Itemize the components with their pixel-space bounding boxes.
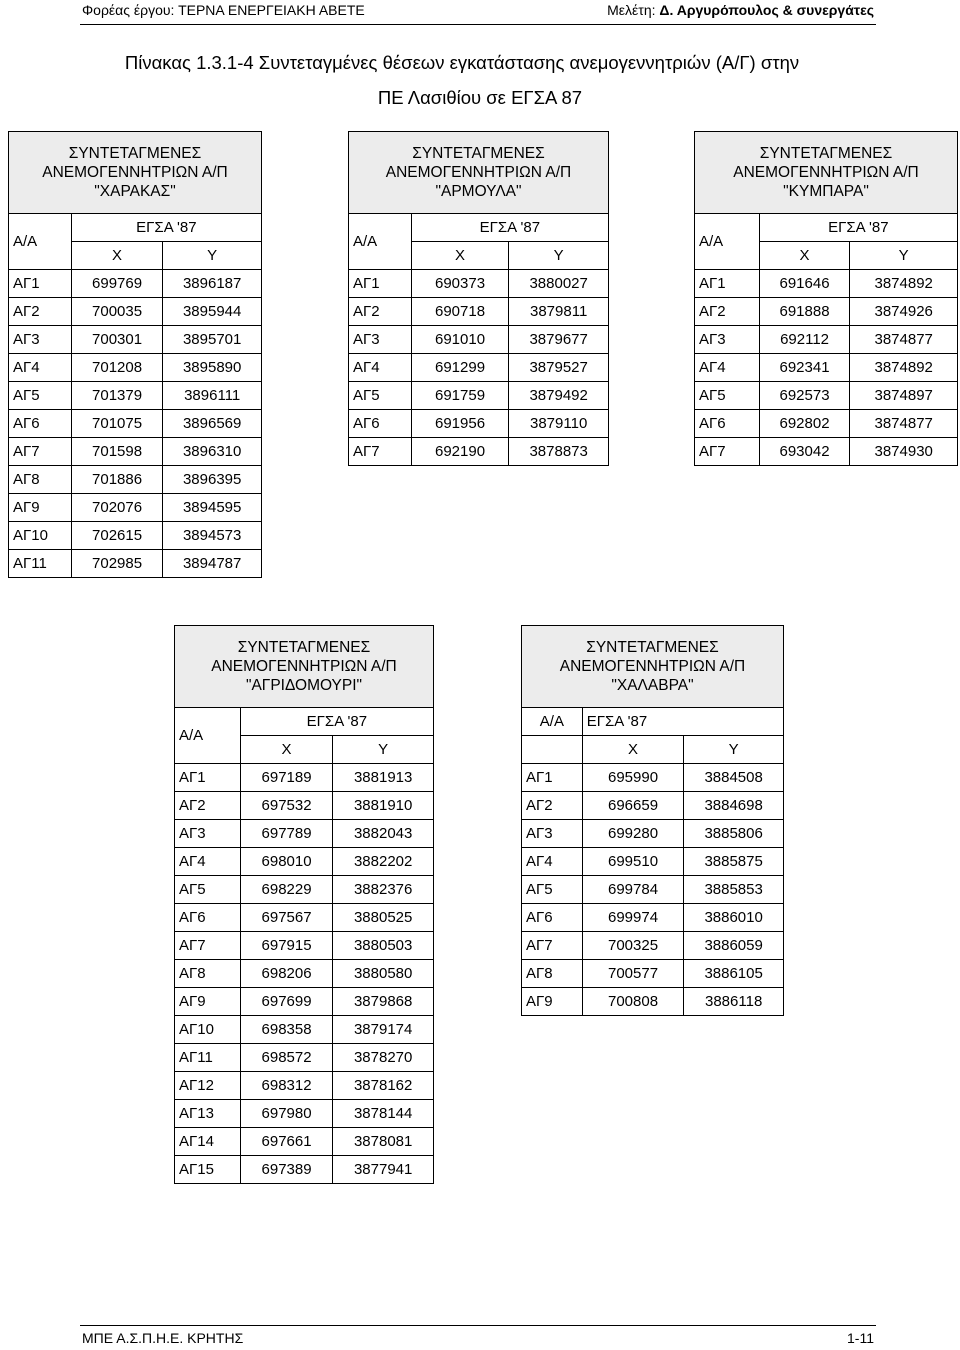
y-coord-cell: 3886010 (684, 904, 784, 932)
x-coord-cell: 697915 (240, 932, 333, 960)
table-row (175, 1156, 434, 1184)
x-coord-cell: 692341 (759, 354, 850, 382)
y-coord-cell: 3878081 (333, 1128, 434, 1156)
y-coord-cell: 3894595 (163, 494, 262, 522)
y-coord-cell: 3884508 (684, 764, 784, 792)
table-row (175, 1128, 434, 1156)
y-coord-cell: 3886105 (684, 960, 784, 988)
table-row (522, 848, 784, 876)
x-coord-cell: 702076 (71, 494, 163, 522)
col-header-aa: Α/Α (175, 708, 241, 764)
table-row (175, 764, 434, 792)
x-coord-cell: 700325 (582, 932, 684, 960)
col-header-y: Υ (684, 736, 784, 764)
y-coord-cell: 3882376 (333, 876, 434, 904)
turbine-id-cell: ΑΓ7 (349, 438, 412, 466)
y-coord-cell: 3885853 (684, 876, 784, 904)
col-header-y: Υ (850, 242, 958, 270)
col-header-aa: Α/Α (9, 214, 72, 270)
col-header-y: Υ (333, 736, 434, 764)
table-row (522, 764, 784, 792)
y-coord-cell: 3880503 (333, 932, 434, 960)
y-coord-cell: 3882202 (333, 848, 434, 876)
table-row (9, 326, 262, 354)
table-row (9, 410, 262, 438)
table-row (175, 960, 434, 988)
x-coord-cell: 691299 (411, 354, 509, 382)
turbine-id-cell: ΑΓ13 (175, 1100, 241, 1128)
x-coord-cell: 692802 (759, 410, 850, 438)
coords-table-agridomouri (174, 625, 434, 1184)
x-coord-cell: 701379 (71, 382, 163, 410)
y-coord-cell: 3874926 (850, 298, 958, 326)
y-coord-cell: 3896187 (163, 270, 262, 298)
turbine-id-cell: ΑΓ8 (522, 960, 583, 988)
y-coord-cell: 3886059 (684, 932, 784, 960)
x-coord-cell: 699510 (582, 848, 684, 876)
col-header-x: Χ (759, 242, 850, 270)
y-coord-cell: 3878144 (333, 1100, 434, 1128)
x-coord-cell: 691956 (411, 410, 509, 438)
turbine-id-cell: ΑΓ9 (9, 494, 72, 522)
y-coord-cell: 3874892 (850, 354, 958, 382)
table-title: ΣΥΝΤΕΤΑΓΜΕΝΕΣ ΑΝΕΜΟΓΕΝΝΗΤΡΙΩΝ Α/Π "ΑΡΜΟΥΛΑ" (349, 132, 609, 214)
turbine-id-cell: ΑΓ4 (349, 354, 412, 382)
x-coord-cell: 697532 (240, 792, 333, 820)
x-coord-cell: 697189 (240, 764, 333, 792)
y-coord-cell: 3895944 (163, 298, 262, 326)
y-coord-cell: 3894573 (163, 522, 262, 550)
col-header-aa: Α/Α (695, 214, 760, 270)
turbine-id-cell: ΑΓ11 (9, 550, 72, 578)
y-coord-cell: 3879174 (333, 1016, 434, 1044)
table-row (522, 988, 784, 1016)
x-coord-cell: 697389 (240, 1156, 333, 1184)
header-rule (80, 24, 876, 25)
turbine-id-cell: ΑΓ6 (349, 410, 412, 438)
y-coord-cell: 3879677 (509, 326, 609, 354)
x-coord-cell: 698312 (240, 1072, 333, 1100)
table-row (175, 820, 434, 848)
turbine-id-cell: ΑΓ3 (9, 326, 72, 354)
x-coord-cell: 698572 (240, 1044, 333, 1072)
x-coord-cell: 702615 (71, 522, 163, 550)
table-row (695, 354, 958, 382)
table-row (175, 1044, 434, 1072)
table-row (175, 1072, 434, 1100)
turbine-id-cell: ΑΓ7 (175, 932, 241, 960)
x-coord-cell: 692190 (411, 438, 509, 466)
turbine-id-cell: ΑΓ10 (9, 522, 72, 550)
turbine-id-cell: ΑΓ1 (349, 270, 412, 298)
table-row (522, 904, 784, 932)
turbine-id-cell: ΑΓ2 (175, 792, 241, 820)
x-coord-cell: 699974 (582, 904, 684, 932)
table-row (349, 270, 609, 298)
col-header-x: Χ (71, 242, 163, 270)
y-coord-cell: 3885806 (684, 820, 784, 848)
turbine-id-cell: ΑΓ3 (175, 820, 241, 848)
table-row (695, 270, 958, 298)
turbine-id-cell: ΑΓ9 (522, 988, 583, 1016)
x-coord-cell: 697661 (240, 1128, 333, 1156)
table-row (522, 820, 784, 848)
x-coord-cell: 700301 (71, 326, 163, 354)
table-row (9, 382, 262, 410)
col-header-egsa: ΕΓΣΑ '87 (582, 708, 783, 736)
turbine-id-cell: ΑΓ3 (349, 326, 412, 354)
turbine-id-cell: ΑΓ12 (175, 1072, 241, 1100)
y-coord-cell: 3896310 (163, 438, 262, 466)
col-header-egsa: ΕΓΣΑ '87 (759, 214, 957, 242)
table-row (9, 438, 262, 466)
y-coord-cell: 3874877 (850, 326, 958, 354)
x-coord-cell: 701075 (71, 410, 163, 438)
table-row (349, 410, 609, 438)
table-title: ΣΥΝΤΕΤΑΓΜΕΝΕΣ ΑΝΕΜΟΓΕΝΝΗΤΡΙΩΝ Α/Π "ΧΑΡΑΚΑΣ" (9, 132, 262, 214)
table-row (695, 326, 958, 354)
header-organization: Φορέας έργου: ΤΕΡΝΑ ΕΝΕΡΓΕΙΑΚΗ ΑΒΕΤΕ (82, 2, 365, 18)
col-header-aa: Α/Α (349, 214, 412, 270)
turbine-id-cell: ΑΓ8 (9, 466, 72, 494)
turbine-id-cell: ΑΓ3 (522, 820, 583, 848)
table-row (695, 298, 958, 326)
turbine-id-cell: ΑΓ1 (695, 270, 760, 298)
x-coord-cell: 701208 (71, 354, 163, 382)
y-coord-cell: 3881910 (333, 792, 434, 820)
turbine-id-cell: ΑΓ6 (175, 904, 241, 932)
table-row (349, 354, 609, 382)
footer-document: ΜΠΕ Α.Σ.Π.Η.Ε. ΚΡΗΤΗΣ (82, 1330, 244, 1346)
table-row (349, 438, 609, 466)
turbine-id-cell: ΑΓ11 (175, 1044, 241, 1072)
table-row (9, 354, 262, 382)
col-header-egsa: ΕΓΣΑ '87 (71, 214, 261, 242)
table-row (9, 270, 262, 298)
table-row (522, 876, 784, 904)
y-coord-cell: 3877941 (333, 1156, 434, 1184)
y-coord-cell: 3884698 (684, 792, 784, 820)
turbine-id-cell: ΑΓ2 (695, 298, 760, 326)
y-coord-cell: 3880027 (509, 270, 609, 298)
turbine-id-cell: ΑΓ15 (175, 1156, 241, 1184)
table-title: ΣΥΝΤΕΤΑΓΜΕΝΕΣ ΑΝΕΜΟΓΕΝΝΗΤΡΙΩΝ Α/Π "ΚΥΜΠΑΡΑ" (695, 132, 958, 214)
table-row (349, 382, 609, 410)
turbine-id-cell: ΑΓ1 (175, 764, 241, 792)
header-study (607, 2, 874, 18)
y-coord-cell: 3880525 (333, 904, 434, 932)
y-coord-cell: 3882043 (333, 820, 434, 848)
table-row (522, 932, 784, 960)
table-row (175, 792, 434, 820)
turbine-id-cell: ΑΓ4 (9, 354, 72, 382)
table-row (522, 960, 784, 988)
y-coord-cell: 3885875 (684, 848, 784, 876)
y-coord-cell: 3878873 (509, 438, 609, 466)
col-header-egsa: ΕΓΣΑ '87 (411, 214, 608, 242)
coords-table-charakas (8, 131, 262, 578)
table-row (349, 298, 609, 326)
turbine-id-cell: ΑΓ6 (9, 410, 72, 438)
x-coord-cell: 697980 (240, 1100, 333, 1128)
y-coord-cell: 3896395 (163, 466, 262, 494)
coords-table-kympara (694, 131, 958, 466)
x-coord-cell: 702985 (71, 550, 163, 578)
y-coord-cell: 3894787 (163, 550, 262, 578)
col-header-y: Υ (163, 242, 262, 270)
x-coord-cell: 701886 (71, 466, 163, 494)
turbine-id-cell: ΑΓ4 (175, 848, 241, 876)
turbine-id-cell: ΑΓ14 (175, 1128, 241, 1156)
footer-page-number: 1-11 (847, 1330, 874, 1346)
x-coord-cell: 691010 (411, 326, 509, 354)
x-coord-cell: 699769 (71, 270, 163, 298)
x-coord-cell: 700808 (582, 988, 684, 1016)
col-header-aa: Α/Α (522, 708, 583, 736)
x-coord-cell: 699280 (582, 820, 684, 848)
y-coord-cell: 3896111 (163, 382, 262, 410)
col-header-x: Χ (411, 242, 509, 270)
table-row (9, 550, 262, 578)
x-coord-cell: 698358 (240, 1016, 333, 1044)
x-coord-cell: 697699 (240, 988, 333, 1016)
turbine-id-cell: ΑΓ1 (522, 764, 583, 792)
turbine-id-cell: ΑΓ2 (349, 298, 412, 326)
table-caption-line1: Πίνακας 1.3.1-4 Συντεταγμένες θέσεων εγκατάστασης ανεμογεννητριών (Α/Γ) στην (124, 52, 800, 73)
turbine-id-cell: ΑΓ5 (9, 382, 72, 410)
turbine-id-cell: ΑΓ7 (9, 438, 72, 466)
y-coord-cell: 3881913 (333, 764, 434, 792)
col-header-egsa: ΕΓΣΑ '87 (240, 708, 433, 736)
table-row (175, 1016, 434, 1044)
table-row (9, 466, 262, 494)
table-row (9, 494, 262, 522)
y-coord-cell: 3874892 (850, 270, 958, 298)
turbine-id-cell: ΑΓ7 (695, 438, 760, 466)
y-coord-cell: 3878270 (333, 1044, 434, 1072)
y-coord-cell: 3895701 (163, 326, 262, 354)
y-coord-cell: 3874877 (850, 410, 958, 438)
col-header-y: Υ (509, 242, 609, 270)
turbine-id-cell: ΑΓ2 (522, 792, 583, 820)
turbine-id-cell: ΑΓ6 (522, 904, 583, 932)
y-coord-cell: 3879110 (509, 410, 609, 438)
y-coord-cell: 3874930 (850, 438, 958, 466)
x-coord-cell: 695990 (582, 764, 684, 792)
y-coord-cell: 3879492 (509, 382, 609, 410)
y-coord-cell: 3874897 (850, 382, 958, 410)
y-coord-cell: 3895890 (163, 354, 262, 382)
turbine-id-cell: ΑΓ5 (695, 382, 760, 410)
turbine-id-cell: ΑΓ6 (695, 410, 760, 438)
x-coord-cell: 696659 (582, 792, 684, 820)
y-coord-cell: 3880580 (333, 960, 434, 988)
col-header-x: Χ (582, 736, 684, 764)
turbine-id-cell: ΑΓ5 (349, 382, 412, 410)
x-coord-cell: 700035 (71, 298, 163, 326)
table-row (695, 410, 958, 438)
table-row (175, 904, 434, 932)
turbine-id-cell: ΑΓ5 (522, 876, 583, 904)
turbine-id-cell: ΑΓ1 (9, 270, 72, 298)
turbine-id-cell: ΑΓ10 (175, 1016, 241, 1044)
y-coord-cell: 3879868 (333, 988, 434, 1016)
x-coord-cell: 691888 (759, 298, 850, 326)
x-coord-cell: 692573 (759, 382, 850, 410)
x-coord-cell: 691646 (759, 270, 850, 298)
table-row (695, 438, 958, 466)
x-coord-cell: 693042 (759, 438, 850, 466)
table-row (175, 876, 434, 904)
x-coord-cell: 701598 (71, 438, 163, 466)
table-title: ΣΥΝΤΕΤΑΓΜΕΝΕΣ ΑΝΕΜΟΓΕΝΝΗΤΡΙΩΝ Α/Π "ΑΓΡΙΔΟΜΟΥΡΙ" (175, 626, 434, 708)
col-header-aa-blank (522, 736, 583, 764)
x-coord-cell: 697789 (240, 820, 333, 848)
turbine-id-cell: ΑΓ7 (522, 932, 583, 960)
table-row (175, 988, 434, 1016)
turbine-id-cell: ΑΓ9 (175, 988, 241, 1016)
y-coord-cell: 3878162 (333, 1072, 434, 1100)
footer-rule (80, 1325, 876, 1326)
table-caption-line2: ΠΕ Λασιθίου σε ΕΓΣΑ 87 (377, 87, 583, 108)
turbine-id-cell: ΑΓ4 (695, 354, 760, 382)
turbine-id-cell: ΑΓ2 (9, 298, 72, 326)
header-study-name: Δ. Αργυρόπουλος & συνεργάτες (659, 2, 874, 18)
x-coord-cell: 697567 (240, 904, 333, 932)
table-row (695, 382, 958, 410)
col-header-x: Χ (240, 736, 333, 764)
table-row (175, 1100, 434, 1128)
table-row (9, 298, 262, 326)
table-row (175, 848, 434, 876)
turbine-id-cell: ΑΓ5 (175, 876, 241, 904)
y-coord-cell: 3879527 (509, 354, 609, 382)
table-row (175, 932, 434, 960)
turbine-id-cell: ΑΓ4 (522, 848, 583, 876)
x-coord-cell: 698010 (240, 848, 333, 876)
y-coord-cell: 3886118 (684, 988, 784, 1016)
coords-table-armoula (348, 131, 609, 466)
table-title: ΣΥΝΤΕΤΑΓΜΕΝΕΣ ΑΝΕΜΟΓΕΝΝΗΤΡΙΩΝ Α/Π "ΧΑΛΑΒΡΑ" (522, 626, 784, 708)
header-study-prefix: Μελέτη: (607, 2, 660, 18)
x-coord-cell: 690718 (411, 298, 509, 326)
x-coord-cell: 700577 (582, 960, 684, 988)
y-coord-cell: 3879811 (509, 298, 609, 326)
y-coord-cell: 3896569 (163, 410, 262, 438)
x-coord-cell: 691759 (411, 382, 509, 410)
x-coord-cell: 698206 (240, 960, 333, 988)
table-row (9, 522, 262, 550)
x-coord-cell: 699784 (582, 876, 684, 904)
table-row (349, 326, 609, 354)
x-coord-cell: 698229 (240, 876, 333, 904)
coords-table-chalavra (521, 625, 784, 1016)
table-row (522, 792, 784, 820)
turbine-id-cell: ΑΓ8 (175, 960, 241, 988)
turbine-id-cell: ΑΓ3 (695, 326, 760, 354)
x-coord-cell: 690373 (411, 270, 509, 298)
x-coord-cell: 692112 (759, 326, 850, 354)
